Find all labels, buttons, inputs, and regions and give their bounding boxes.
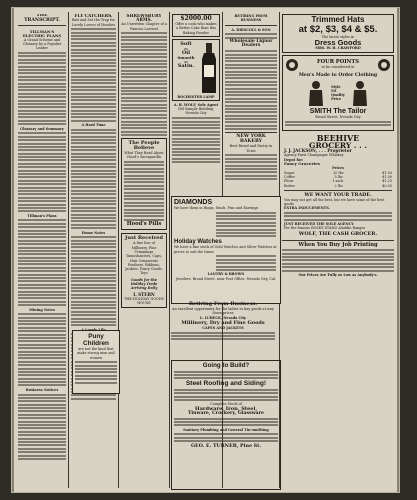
- price-row: [284, 184, 392, 188]
- column-3: [121, 14, 167, 488]
- ad-headline-watches: Holiday Watches: [174, 239, 222, 246]
- section-heading: Home Notes: [81, 230, 106, 235]
- section-heading: Business Notices: [25, 387, 59, 392]
- ad-word: Smooth: [177, 55, 195, 61]
- bakery-headline: NEW YORK BAKERY: [236, 134, 266, 144]
- ad-line: Feathers, Ribbons,: [127, 262, 161, 267]
- price-cell: $1.00: [382, 170, 392, 175]
- ad-subhead: The latest styles in: [321, 34, 355, 39]
- ad-headline: FOUR POINTS: [316, 58, 360, 65]
- points-item: Style: [331, 84, 341, 89]
- ad-word: as: [184, 46, 188, 51]
- grocery-title-2: GROCERY . . .: [309, 140, 367, 150]
- ad-headline: DIAMONDS: [174, 199, 213, 206]
- page-left-edge: [12, 8, 14, 492]
- jeweler-address: Jewelers, Broad Street, near Post Office, Nevada City, Cal.: [175, 276, 277, 281]
- column-5: [225, 14, 277, 488]
- article-headline: TILLMAN'S ELECTRIC PLANS: [22, 29, 62, 38]
- ad-text: We have a fine stock of Gold Watches and Silver Watches at prices to suit the times: [174, 245, 277, 254]
- hoods-sarsaparilla-ad: [121, 138, 167, 230]
- ad-headline: Going to Build?: [202, 362, 250, 369]
- newspaper-page: [12, 8, 399, 492]
- tailor-name: SMITH The Tailor: [309, 108, 367, 116]
- section-heading: Glossary and Summary: [20, 126, 64, 131]
- ad-line-tinware: Tinware, Crockery, Glassware: [188, 410, 264, 416]
- ad-headline: The People Believe: [128, 140, 160, 152]
- price-cell: Flour: [284, 179, 294, 184]
- dress-goods-seller: MRS. W. H. CRAWFORD: [315, 46, 361, 51]
- agency-headline: JUST RECEIVED THE SOLE AGENCY: [284, 222, 354, 227]
- ad-line-hardware: Hardware, Iron, Steel,: [194, 405, 258, 412]
- points-item: Fit: [331, 88, 337, 93]
- price-cell: $1.25: [382, 179, 392, 184]
- ad-line: A fine line of: [133, 241, 155, 246]
- ad-headline-millinery: Millinery, Dry and Fine Goods: [181, 319, 265, 326]
- ad-subhead: to be considered in: [321, 65, 355, 70]
- extra-headline: EXTRA INDUCEMENTS.: [284, 206, 330, 211]
- column-rule: [118, 12, 119, 488]
- grocer-name: J. J. JACKSON, . . . Proprietor: [284, 148, 352, 154]
- article-subhead: An Unwritten Chapter of a Famous Lawsuit: [121, 22, 167, 31]
- ad-line: Complete Stock of: [210, 402, 242, 407]
- grocery-title: BEEHIVE: [316, 132, 360, 143]
- dealer-subhead: Old Sample Building, Nevada City: [177, 107, 215, 116]
- article-subhead: A Grand Scheme and Glossary by a Populist Leader: [22, 37, 62, 51]
- price-cell: 20 lbs: [333, 170, 344, 175]
- points-item: Price: [331, 97, 341, 102]
- ad-word: Satin.: [177, 63, 195, 70]
- trade-text: You may not get all the best, but we have some of the best goods: [284, 197, 385, 206]
- cashier-name: WOLF, THE CASH GROCER.: [298, 230, 378, 237]
- prices-footer: Our Prices Are Fully as Low as Anybody's.: [298, 273, 378, 277]
- agency-text: For the famous ROSES STAND Aladdin Ranges: [284, 226, 366, 231]
- article-headline: FLY CATCHERS.: [74, 14, 113, 18]
- lamp-bottle-illustration: [199, 43, 219, 95]
- tailor-figure-illustration: [307, 80, 325, 106]
- puny-children-ad: [72, 330, 120, 394]
- price-table: [284, 171, 392, 188]
- dealer-name: A. DRISCOLL & SON: [231, 27, 271, 32]
- page-right-edge: [397, 8, 399, 492]
- price-cell: Coffee: [284, 174, 296, 179]
- column-2: [71, 14, 116, 488]
- fancy-line: Fancy Groceries: [284, 161, 320, 167]
- ad-word: as: [184, 60, 188, 65]
- article-headline: SHREWSBURY ARMS.: [126, 14, 162, 23]
- depot-line: Depot for:: [284, 157, 304, 162]
- lamp-ad: [172, 39, 220, 101]
- section-heading: Tillman's Plans: [27, 213, 57, 218]
- agency-line: Agency Paris Champagne Whiskey: [284, 153, 344, 158]
- ad-subhead: CAPES AND JACKETS: [202, 325, 244, 330]
- points-item: Quality: [331, 93, 345, 98]
- liquor-headline: Wholesale Liquor Dealers: [229, 39, 273, 49]
- article-subhead: Bait and Set the Trap for Lovely Lovers of Hoodies: [71, 18, 116, 27]
- ad-line-plumbing: Sanitary Plumbing and General Tin-smithing: [183, 427, 269, 432]
- price-cell: Butter: [284, 183, 296, 188]
- ad-text: An excellent opportunity for the ladies to buy goods at way down prices: [172, 307, 274, 316]
- masthead-title: THE TRANSCRIPT.: [24, 14, 60, 23]
- dress-goods-headline: Dress Goods: [314, 37, 362, 47]
- tailor-ad: [282, 55, 394, 131]
- price-cell: $0.55: [382, 183, 392, 188]
- hoods-pills-label: Hood's Pills: [126, 221, 162, 228]
- beehive-grocery-ad: [282, 133, 394, 238]
- ad-heading: RETIRING FROM BUSINESS: [234, 14, 268, 23]
- ad-word: Soft: [180, 40, 192, 47]
- price-cell: 2 lbs: [334, 183, 343, 188]
- ad-subhead: Offer a cook who makes a Better Cake than this Baking Powder: [175, 22, 217, 35]
- ad-headline: Retiring From Business.: [188, 301, 258, 307]
- ornament-icon: [285, 58, 299, 72]
- seller-subhead: THE HOLIDAY GOODS HOUSE: [124, 296, 164, 306]
- tailor-address: Broad Street, Nevada City: [315, 115, 361, 120]
- ad-headline: Just Received: [125, 235, 163, 242]
- column-1: [18, 14, 66, 488]
- ad-headline: Puny Children: [83, 333, 109, 347]
- hats-ad: [282, 14, 394, 53]
- column-rule: [169, 12, 170, 488]
- baking-powder-ad: [172, 14, 220, 37]
- price-cell: 5 lbs: [334, 174, 343, 179]
- ad-headline-steel: Steel Roofing and Siding!: [185, 379, 267, 387]
- price-cell: Sugar: [284, 170, 295, 175]
- dealer-name: A. B. WOLF, Sole Agent: [173, 102, 219, 107]
- section-heading: Mining Notes: [29, 307, 55, 312]
- lamp-label: ROCHESTER LAMP: [177, 94, 215, 99]
- column-rule: [68, 12, 69, 488]
- ad-word: Oil: [181, 50, 191, 57]
- ornament-icon: [377, 58, 391, 72]
- ad-line: Millinery, Fine Trimmings: [131, 245, 157, 254]
- millinery-ad: [121, 233, 167, 308]
- price-cell: $1.00: [382, 174, 392, 179]
- jeweler-name: LANTRY & BROWN: [207, 272, 245, 277]
- trade-headline: WE WANT YOUR TRADE.: [304, 191, 372, 198]
- ad-subhead: What They Read About Hood's Sarsaparilla: [124, 151, 164, 160]
- owner-name: GEO. E. TURNER, Pine St.: [190, 442, 262, 449]
- merchant-name: L. LUBECK, Nevada City: [199, 315, 247, 320]
- seller-name: I. STERN: [133, 291, 155, 297]
- bakery-subhead: Best Bread and Pastry in Town: [229, 144, 273, 153]
- ad-price: $2000.00: [180, 15, 212, 22]
- ad-subhead: are not the kind that make strong men and women: [77, 347, 115, 360]
- tailor-figure-illustration: [351, 80, 369, 106]
- prices-title: Prices: [332, 166, 344, 171]
- clothing-headline: Men's Made to Order Clothing: [298, 72, 378, 78]
- ad-subhead: We have them in Rings, Studs, Pins and Earrings: [174, 206, 259, 210]
- section-heading: A Hard Time: [81, 123, 106, 128]
- price-cell: 1 sack: [332, 179, 344, 184]
- ad-line: Tamoshanters, Caps, Hair Ornaments: [126, 254, 162, 263]
- ad-headline: Trimmed Hats: [311, 15, 365, 24]
- ad-line: Jackets, Fancy Goods, Toys: [125, 267, 163, 276]
- printing-headline: When You Buy Job Printing: [298, 241, 378, 248]
- column-6: [282, 14, 394, 488]
- holiday-line: Goods for the Holiday Trade Arriving Daily: [130, 277, 158, 291]
- ad-prices: at $2, $3, $4 & $5.: [298, 24, 378, 35]
